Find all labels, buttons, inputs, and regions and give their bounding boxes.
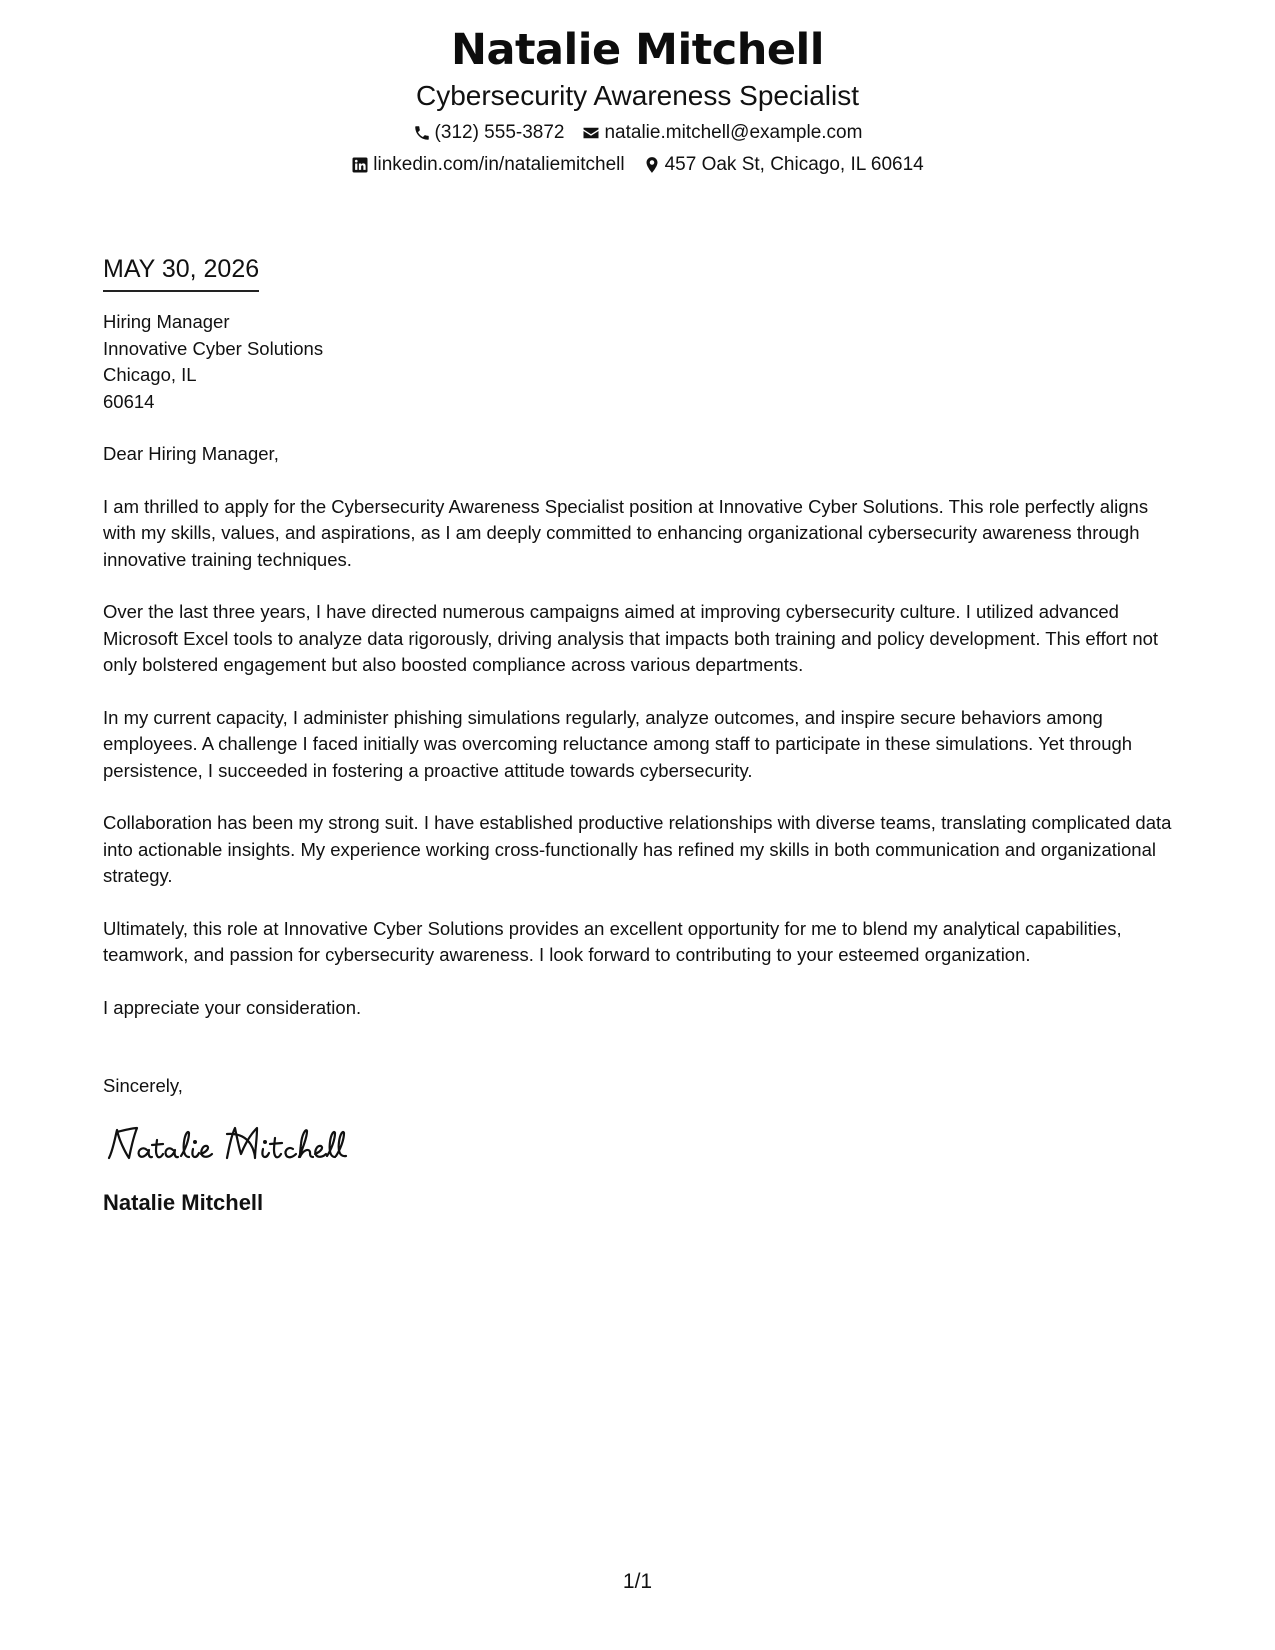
letter-header bbox=[0, 22, 1275, 178]
letter-date: MAY 30, 2026 bbox=[103, 252, 259, 292]
recipient-line: Chicago, IL bbox=[103, 364, 197, 385]
linkedin-text[interactable]: linkedin.com/in/nataliemitchell bbox=[373, 154, 625, 175]
recipient-line: Innovative Cyber Solutions bbox=[103, 337, 324, 359]
address-contact bbox=[643, 152, 924, 178]
linkedin-icon bbox=[351, 156, 369, 174]
linkedin-contact[interactable] bbox=[351, 152, 624, 178]
handwritten-signature bbox=[103, 1120, 1173, 1170]
body-paragraph: Ultimately, this role at Innovative Cyber Solutions provides an excellent opportunity for me to blend my analytical capabilities, teamwork, and passion for cybersecurity awareness. I look forward to contributing to your esteemed organization. bbox=[103, 917, 1122, 965]
applicant-title: Cybersecurity Awareness Specialist bbox=[415, 80, 859, 111]
body-paragraph: Collaboration has been my strong suit. I have established productive relationships with diverse teams, translating complicated data into actionable insights. My experience working cross-functionally has refined my skills in both communication and organizational strategy. bbox=[103, 812, 1172, 886]
email-text[interactable]: natalie.mitchell@example.com bbox=[604, 122, 863, 143]
phone-contact bbox=[413, 120, 565, 146]
signoff: Sincerely, bbox=[103, 1075, 183, 1096]
address-text: 457 Oak St, Chicago, IL 60614 bbox=[664, 154, 924, 175]
signer-name: Natalie Mitchell bbox=[103, 1189, 264, 1215]
phone-icon bbox=[413, 124, 431, 142]
map-marker-icon bbox=[643, 156, 661, 174]
contact-row-1 bbox=[0, 120, 1275, 146]
signature-drawing bbox=[103, 1120, 363, 1170]
letter-body bbox=[103, 252, 1173, 1218]
body-paragraph: Over the last three years, I have directed numerous campaigns aimed at improving cybersecurity culture. I utilized advanced Microsoft Excel tools to analyze data rigorously, driving analysis that impacts both training and policy development. This effort not only bolstered engagement but also boosted compliance across various departments. bbox=[103, 601, 1159, 675]
recipient-line: 60614 bbox=[103, 390, 155, 412]
body-paragraph: I am thrilled to apply for the Cybersecurity Awareness Specialist position at Innovative Cyber Solutions. This role perfectly aligns with my skills, values, and aspirations, as I am deeply committed to enhancing organizational cybersecurity awareness through innovative training techniques. bbox=[103, 495, 1149, 570]
recipient-line: Hiring Manager bbox=[103, 311, 230, 332]
envelope-icon bbox=[582, 124, 600, 142]
closing-line: I appreciate your consideration. bbox=[103, 996, 362, 1018]
page-number: 1/1 bbox=[622, 1570, 653, 1593]
applicant-name: Natalie Mitchell bbox=[450, 25, 825, 75]
body-paragraph: In my current capacity, I administer phishing simulations regularly, analyze outcomes, and inspire secure behaviors among employees. A challenge I faced initially was overcoming reluctance among staff to participate in these simulations. Yet through persistence, I succeeded in fostering a proactive attitude towards cybersecurity. bbox=[103, 706, 1133, 781]
phone-text: (312) 555-3872 bbox=[434, 122, 565, 143]
recipient-block bbox=[103, 309, 1173, 415]
salutation: Dear Hiring Manager, bbox=[103, 443, 279, 464]
email-contact[interactable] bbox=[582, 120, 862, 146]
contact-row-2 bbox=[0, 152, 1275, 178]
